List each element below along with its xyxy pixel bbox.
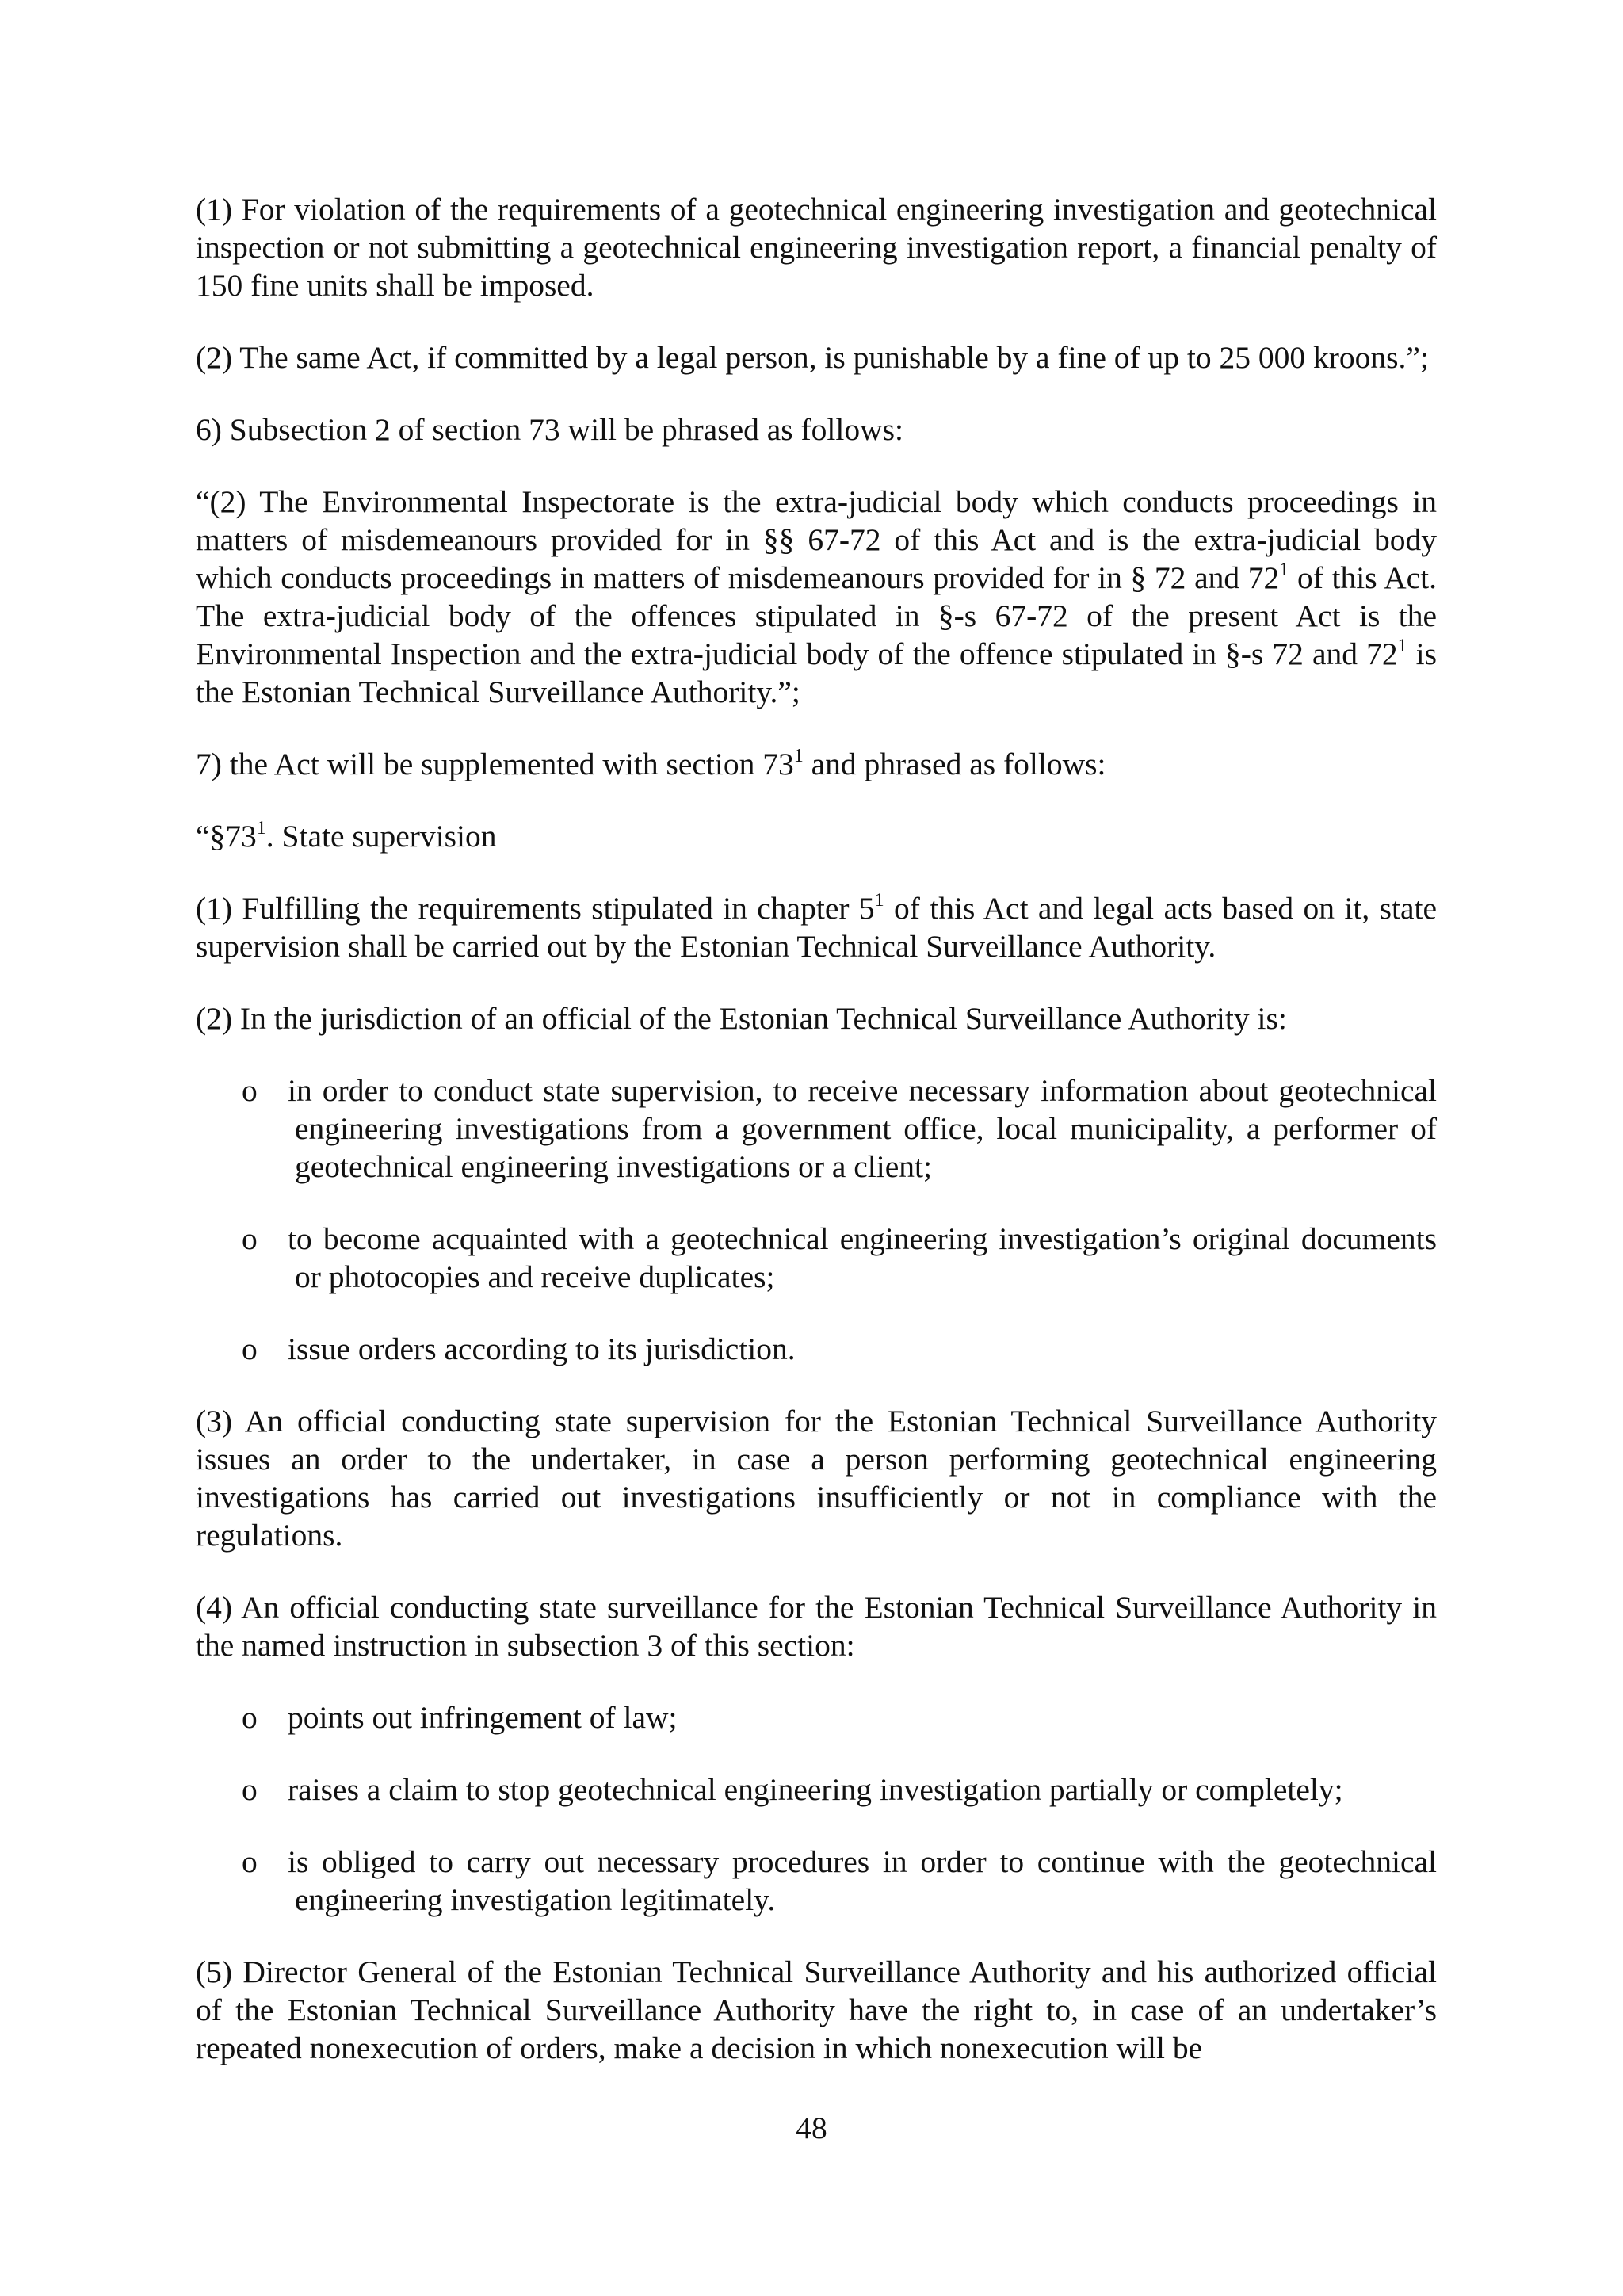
paragraph-amendment-6: 6) Subsection 2 of section 73 will be phrased as follows: <box>196 412 903 447</box>
paragraph-text: 7) the Act will be supplemented with section 73 <box>196 747 794 781</box>
paragraph-text: . State supervision <box>265 819 497 854</box>
bullet-icon: o <box>242 1844 258 1879</box>
paragraph-state-supervision-1 <box>196 889 1437 965</box>
paragraph-order-issue: (3) An official conducting state supervision for the Estonian Technical Surveillance Authority issues an order to the undertaker, in case a person performing geotechnical engineering investigations has carried out investigations insufficiently or not in compliance with the regulations. <box>196 1404 1437 1553</box>
bullet-icon: o <box>242 1772 258 1807</box>
bullet-icon: o <box>242 1221 258 1256</box>
section-heading <box>196 817 1437 855</box>
paragraph-subsection-2 <box>196 483 1437 711</box>
paragraph-text: of this Act and legal acts based on it, state supervision shall be carried out by the Estonian Technical Surveillance Authority. <box>196 891 1437 964</box>
paragraph-fine-1: (1) For violation of the requirements of a geotechnical engineering investigation and geotechnical inspection or not submitting a geotechnical engineering investigation report, a financial penalty of 150 fine units shall be imposed. <box>196 192 1437 303</box>
paragraph-text: is the Estonian Technical Surveillance Authority.”; <box>196 636 1437 709</box>
paragraph-text: “(2) The Environmental Inspectorate is the extra-judicial body which conducts proceedings in matters of misdemeanours provided for in §§ 67-72 of this Act and is the extra-judicial body which conducts proceedings in matters of misdemeanours provided for in § 72 and 72 <box>196 484 1437 595</box>
superscript: 1 <box>1279 560 1289 580</box>
paragraph-fine-2: (2) The same Act, if committed by a legal person, is punishable by a fine of up to 25 000 kroons.”; <box>196 340 1429 375</box>
paragraph-text: “§73 <box>196 819 257 854</box>
superscript: 1 <box>793 746 804 766</box>
bullet-icon: o <box>242 1700 258 1735</box>
paragraph-instruction: (4) An official conducting state surveillance for the Estonian Technical Surveillance Authority in the named instruction in subsection 3 of this section: <box>196 1590 1437 1663</box>
list-item <box>196 1072 1437 1186</box>
list-item-text: raises a claim to stop geotechnical engineering investigation partially or completely; <box>288 1772 1343 1807</box>
list-item <box>196 1843 1437 1919</box>
list-item-text: issue orders according to its jurisdiction. <box>288 1331 796 1366</box>
list-item-text: in order to conduct state supervision, to receive necessary information about geotechnical engineering investigations from a government office, local municipality, a performer of geotechnical engineering investigations or a client; <box>288 1073 1437 1184</box>
paragraph-amendment-7 <box>196 745 1437 783</box>
list-item <box>196 1330 1437 1368</box>
paragraph-text: of this Act. The extra-judicial body of the offences stipulated in §-s 67-72 of the present Act is the Environmental Inspection and the extra-judicial body of the offence stipulated in §-s 72 and 72 <box>196 560 1437 671</box>
paragraph-director-general: (5) Director General of the Estonian Technical Surveillance Authority and his authorized official of the Estonian Technical Surveillance Authority have the right to, in case of an undertaker’s repeated nonexecution of orders, make a decision in which nonexecution will be <box>196 1954 1437 2065</box>
list-item-text: to become acquainted with a geotechnical engineering investigation’s original documents or photocopies and receive duplicates; <box>288 1221 1437 1294</box>
page-number: 48 <box>796 2111 827 2145</box>
paragraph-jurisdiction: (2) In the jurisdiction of an official of the Estonian Technical Surveillance Authority is: <box>196 1001 1287 1036</box>
superscript: 1 <box>1397 636 1407 656</box>
list-item <box>196 1698 1437 1736</box>
bullet-icon: o <box>242 1331 258 1366</box>
jurisdiction-list <box>196 1072 1437 1368</box>
superscript: 1 <box>256 818 266 839</box>
bullet-icon: o <box>242 1073 258 1108</box>
instruction-list <box>196 1698 1437 1919</box>
list-item-text: points out infringement of law; <box>288 1700 678 1735</box>
list-item <box>196 1220 1437 1296</box>
list-item-text: is obliged to carry out necessary procedures in order to continue with the geotechnical engineering investigation legitimately. <box>288 1844 1437 1917</box>
list-item <box>196 1771 1437 1809</box>
paragraph-text: and phrased as follows: <box>803 747 1106 781</box>
paragraph-text: (1) Fulfilling the requirements stipulated in chapter 5 <box>196 891 875 926</box>
document-page <box>196 190 1437 2101</box>
superscript: 1 <box>874 890 884 911</box>
